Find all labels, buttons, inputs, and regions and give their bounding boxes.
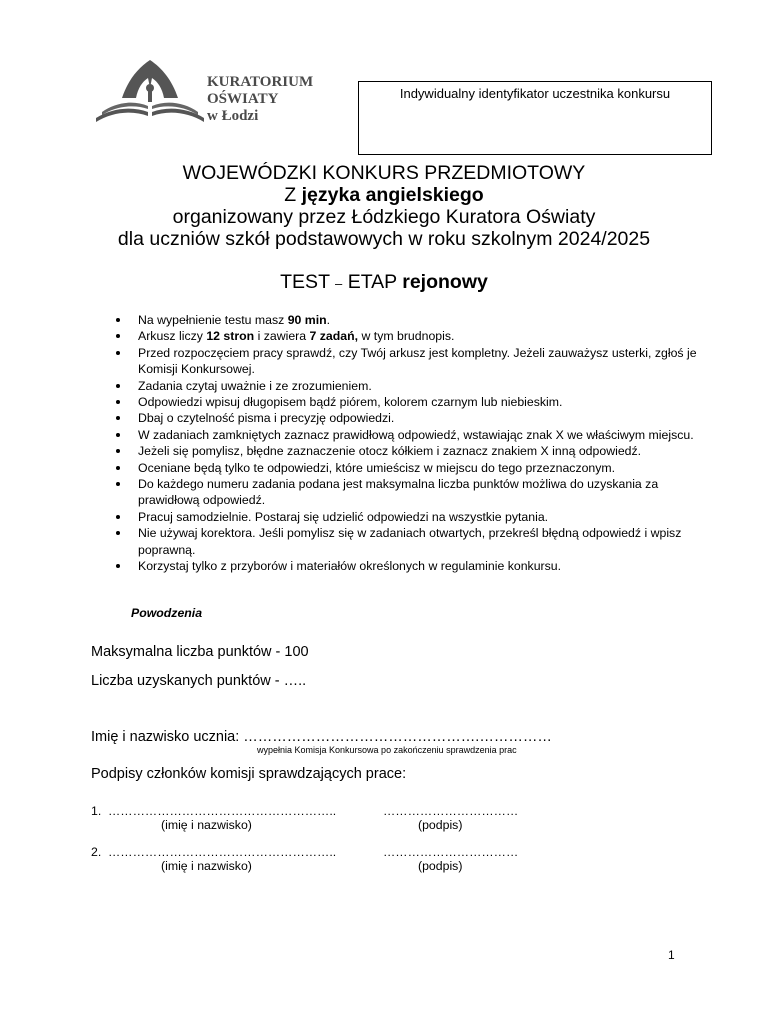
- rule-item: Nie używaj korektora. Jeśli pomylisz się w zadaniach otwartych, przekreśl błędną odpowiedź i wpisz poprawną.: [138, 525, 718, 558]
- max-points: Maksymalna liczba punktów - 100: [91, 644, 309, 660]
- rule-item: Przed rozpoczęciem pracy sprawdź, czy Twój arkusz jest kompletny. Jeżeli zauważysz usterki, zgłoś je Komisji Konkursowej.: [138, 345, 718, 378]
- rule-item: W zadaniach zamkniętych zaznacz prawidłową odpowiedź, wstawiając znak X we właściwym miejscu.: [138, 427, 718, 443]
- title-line-2: [60, 184, 708, 206]
- test-stage-name: rejonowy: [402, 271, 488, 293]
- signature-1-sign-line[interactable]: ……………………………: [383, 804, 519, 818]
- rule-item: Oceniane będą tylko te odpowiedzi, które umieścisz w miejscu do tego przeznaczonym.: [138, 460, 718, 476]
- title-line-1: WOJEWÓDZKI KONKURS PRZEDMIOTOWY: [182, 162, 586, 184]
- test-middle: ETAP: [342, 271, 403, 293]
- signature-2-sign-label: (podpis): [418, 859, 463, 873]
- rule-item: Do każdego numeru zadania podana jest maksymalna liczba punktów możliwa do uzyskania za prawidłową odpowiedź.: [138, 476, 718, 509]
- signature-1-name-label: (imię i nazwisko): [161, 818, 252, 832]
- signature-2-sign-line[interactable]: ……………………………: [383, 845, 519, 859]
- logo-text: [207, 74, 313, 125]
- title-line-3: organizowany przez Łódzkiego Kuratora Oświaty: [172, 206, 596, 228]
- title-line-4: dla uczniów szkół podstawowych w roku szkolnym 2024/2025: [117, 228, 651, 250]
- subject-name: języka angielskiego: [301, 184, 484, 206]
- test-prefix: TEST: [280, 271, 336, 293]
- logo-line-1: KURATORIUM: [207, 74, 314, 90]
- signature-2-name-line[interactable]: ………………………………………………..: [108, 845, 337, 859]
- rule-2-text: Arkusz liczy: [138, 329, 207, 344]
- title-block: [60, 162, 708, 250]
- rule-1-end: .: [326, 313, 331, 327]
- rule-1-bold: 90 min: [287, 313, 327, 327]
- signature-2-name-label: (imię i nazwisko): [161, 859, 252, 873]
- rule-item: Odpowiedzi wpisuj długopisem bądź piórem, kolorem czarnym lub niebieskim.: [138, 394, 718, 410]
- good-luck-text: Powodzenia: [131, 606, 203, 620]
- rule-item: Dbaj o czytelność pisma i precyzję odpowiedzi.: [138, 410, 718, 426]
- kuratorium-logo: [92, 58, 332, 130]
- logo-line-3: w Łodzi: [207, 108, 259, 124]
- logo-line-2: OŚWIATY: [207, 91, 279, 107]
- participant-id-label: Indywidualny identyfikator uczestnika konkursu: [399, 86, 671, 101]
- signatures-heading: Podpisy członków komisji sprawdzających prace:: [91, 766, 407, 782]
- test-dash: –: [335, 276, 343, 291]
- signature-1-sign-label: (podpis): [418, 818, 463, 832]
- rule-item: Pracuj samodzielnie. Postaraj się udzielić odpowiedzi na wszystkie pytania.: [138, 509, 718, 525]
- test-stage-heading: [60, 271, 708, 294]
- student-name-field[interactable]: Imię i nazwisko ucznia: ………………………………………….……………: [91, 729, 552, 745]
- instructions-list: [112, 312, 718, 575]
- commission-note: wypełnia Komisja Konkursowa po zakończeniu sprawdzenia prac: [257, 745, 517, 755]
- rule-item: [138, 328, 718, 344]
- signature-1-name-line[interactable]: ………………………………………………..: [108, 804, 337, 818]
- rule-2-mid: i zawiera: [254, 329, 310, 344]
- rule-item: [138, 312, 718, 328]
- obtained-points[interactable]: Liczba uzyskanych punktów - …..: [91, 673, 307, 689]
- signature-2-number: 2.: [91, 845, 102, 859]
- rule-1-text: Na wypełnienie testu masz: [138, 313, 288, 327]
- rule-2-end: w tym brudnopis.: [358, 329, 455, 344]
- rule-item: Jeżeli się pomylisz, błędne zaznaczenie otocz kółkiem i zaznacz znakiem X inną odpowiedź.: [138, 443, 718, 459]
- title-line-2-prefix: Z: [284, 184, 302, 206]
- signature-1-number: 1.: [91, 804, 102, 818]
- participant-id-box[interactable]: [358, 81, 712, 155]
- rule-item: Zadania czytaj uważnie i ze zrozumieniem.: [138, 378, 718, 394]
- rule-2-pages: 12 stron: [206, 329, 255, 344]
- rule-2-tasks: 7 zadań,: [309, 329, 359, 344]
- book-pen-icon: [92, 58, 204, 128]
- rule-item: Korzystaj tylko z przyborów i materiałów określonych w regulaminie konkursu.: [138, 558, 718, 574]
- page-number: 1: [668, 948, 675, 962]
